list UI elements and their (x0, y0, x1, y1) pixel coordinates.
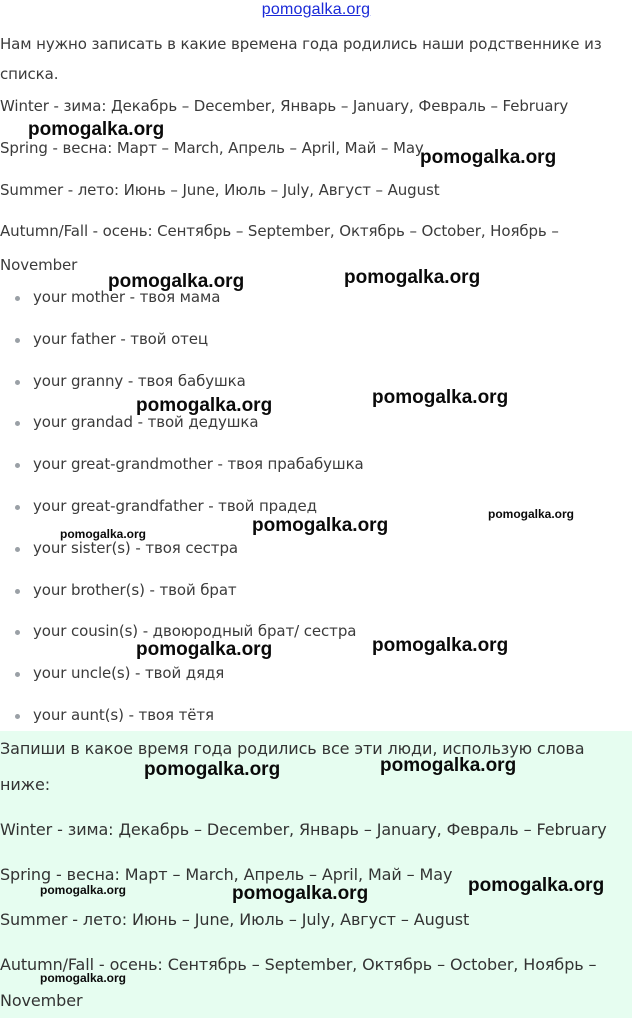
bullet-icon (15, 380, 20, 385)
list-item (0, 444, 364, 486)
task-line-2: ниже: (0, 775, 51, 794)
relative-label: your father - твой отец (33, 329, 209, 348)
relative-label: your uncle(s) - твой дядя (33, 664, 225, 683)
watermark: pomogalka.org (136, 395, 273, 416)
relative-label: your brother(s) - твой брат (33, 580, 237, 599)
relative-label: your grandad - твой дедушка (33, 413, 259, 432)
bullet-icon (15, 296, 20, 301)
bullet-icon (15, 630, 20, 635)
intro-autumn-line-1: Autumn/Fall - осень: Сентябрь – September, Октябрь – October, Ноябрь – (0, 222, 559, 240)
bullet-icon (15, 589, 20, 594)
relative-label: your aunt(s) - твоя тётя (33, 705, 214, 724)
bullet-icon (15, 672, 20, 677)
relative-label: your cousin(s) - двоюродный брат/ сестра (33, 622, 357, 641)
watermark: pomogalka.org (468, 875, 605, 896)
watermark: pomogalka.org (144, 759, 281, 780)
relative-label: your mother - твоя мама (33, 288, 221, 306)
watermark: pomogalka.org (372, 387, 509, 408)
bullet-icon (15, 338, 20, 343)
watermark: pomogalka.org (420, 147, 557, 168)
watermark: pomogalka.org (372, 635, 509, 656)
relative-label: your great-grandfather - твой прадед (33, 496, 317, 515)
task-autumn-line-1: Autumn/Fall - осень: Сентябрь – September, Октябрь – October, Ноябрь – (0, 955, 597, 974)
intro-winter: Winter - зима: Декабрь – December, Январь – January, Февраль – February (0, 97, 569, 115)
list-item (0, 570, 364, 612)
watermark: pomogalka.org (488, 507, 575, 521)
relative-label: your great-grandmother - твоя прабабушка (33, 455, 364, 474)
bullet-icon (15, 714, 20, 719)
intro-spring: Spring - весна: Март – March, Апрель – April, Май – May (0, 139, 424, 157)
intro-line-1: Нам нужно записать в какие времена года родились наши родственнике из (0, 35, 602, 53)
intro-line-2: списка. (0, 65, 59, 83)
watermark: pomogalka.org (40, 971, 127, 985)
task-spring: Spring - весна: Март – March, Апрель – April, Май – May (0, 865, 453, 884)
watermark: pomogalka.org (252, 515, 389, 536)
watermark: pomogalka.org (60, 527, 147, 541)
bullet-icon (15, 505, 20, 510)
task-winter: Winter - зима: Декабрь – December, Январь – January, Февраль – February (0, 820, 607, 839)
watermark: pomogalka.org (380, 755, 517, 776)
relatives-list (0, 277, 364, 737)
watermark: pomogalka.org (232, 883, 369, 904)
bullet-icon (15, 421, 20, 426)
bullet-icon (15, 547, 20, 552)
watermark: pomogalka.org (136, 639, 273, 660)
intro-autumn-line-2: November (0, 256, 78, 274)
task-line-1: Запиши в какое время года родились все эти люди, использую слова (0, 739, 585, 758)
task-autumn-line-2: November (0, 991, 83, 1010)
intro-summer: Summer - лето: Июнь – June, Июль – July, Август – August (0, 181, 440, 199)
task-summer: Summer - лето: Июнь – June, Июль – July, Август – August (0, 910, 470, 929)
watermark: pomogalka.org (28, 119, 165, 140)
relative-label: your granny - твоя бабушка (33, 371, 246, 390)
bullet-icon (15, 463, 20, 468)
header-site-link[interactable]: pomogalka.org (261, 1, 371, 18)
list-item (0, 319, 364, 361)
watermark: pomogalka.org (40, 883, 127, 897)
watermark: pomogalka.org (108, 271, 245, 292)
relative-label: your sister(s) - твоя сестра (33, 538, 238, 557)
watermark: pomogalka.org (344, 267, 481, 288)
